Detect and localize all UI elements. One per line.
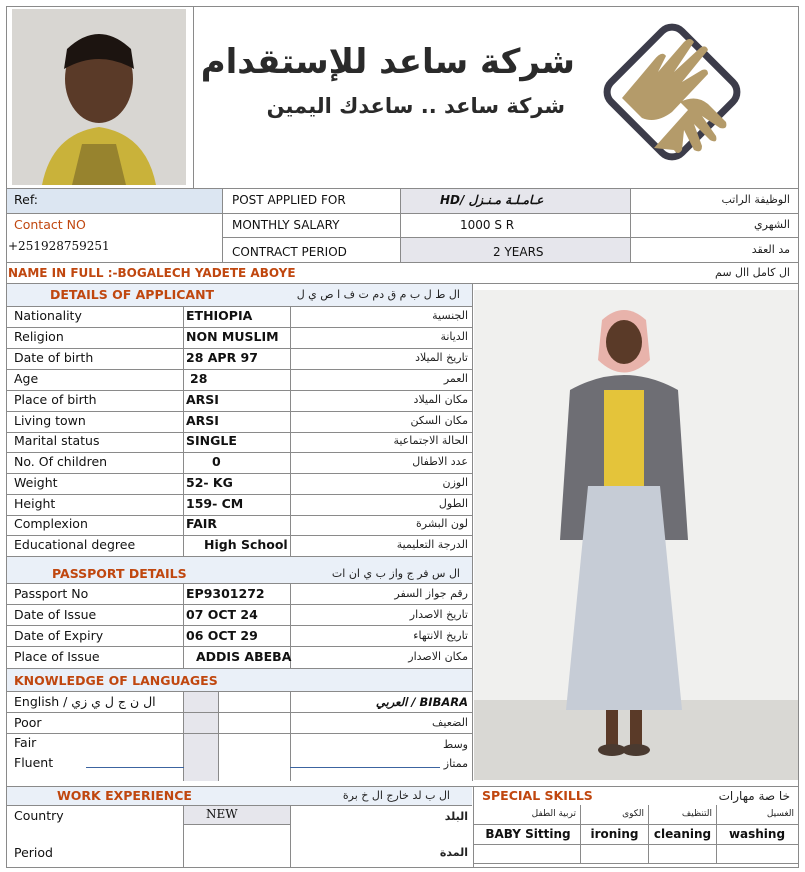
row-label: Marital status <box>14 433 100 448</box>
row-value: 07 OCT 24 <box>186 607 258 622</box>
skill-ironing: ironing <box>590 827 639 841</box>
period-label: Period <box>14 845 53 860</box>
row-value: 0 <box>212 454 221 469</box>
row-value: ADDIS ABEBA <box>196 649 292 664</box>
row-ar: لون البشرة <box>416 517 468 530</box>
post-ar: الوظيفة الراتب <box>721 193 790 206</box>
row-value: ARSI <box>186 413 219 428</box>
row-value: FAIR <box>186 516 218 531</box>
work-title-ar: ال ب لد خارج ال خ برة <box>342 789 450 802</box>
country-label: Country <box>14 808 64 823</box>
row-ar: الوزن <box>442 476 468 489</box>
row-value: High School <box>204 537 288 552</box>
applicant-title-ar: ال ط ل ب م ق دم ت ف ا ص ي ل <box>296 288 460 301</box>
skills-title: SPECIAL SKILLS <box>482 788 593 803</box>
row-value: 06 OCT 29 <box>186 628 258 643</box>
work-title: WORK EXPERIENCE <box>57 788 192 803</box>
row-label: Date of Issue <box>14 607 97 622</box>
row-label: Date of birth <box>14 350 94 365</box>
skill-washing: washing <box>728 827 786 841</box>
row-ar: تاريخ الاصدار <box>409 608 468 621</box>
skills-title-ar: خا صة مهارات <box>718 789 790 803</box>
row-ar: مكان السكن <box>410 414 468 427</box>
post-label: POST APPLIED FOR <box>232 193 346 207</box>
row-value: 52- KG <box>186 475 233 490</box>
helping-hands-logo-icon <box>592 20 752 170</box>
row-value: 28 <box>190 371 208 386</box>
arabic-label: العربي / BIBARA <box>375 695 468 709</box>
level-fair: Fair <box>14 735 37 750</box>
row-ar: رقم جواز السفر <box>394 587 468 600</box>
row-label: Place of Issue <box>14 649 100 664</box>
level-fluent: Fluent <box>14 755 54 770</box>
row-label: Religion <box>14 329 64 344</box>
row-value: SINGLE <box>186 433 237 448</box>
contract-ar: مد العقد <box>751 243 790 256</box>
full-name-ar: ال كامل اال سم <box>715 266 790 279</box>
row-ar: الدرجة التعليمية <box>396 538 468 551</box>
row-ar: الطول <box>438 497 468 510</box>
passport-title: PASSPORT DETAILS <box>52 566 187 581</box>
row-value: ARSI <box>186 392 219 407</box>
row-label: Nationality <box>14 308 82 323</box>
full-body-photo <box>474 290 798 780</box>
post-value: HD/ عـامـلـة مـنـزل <box>440 193 544 207</box>
row-value: 159- CM <box>186 496 244 511</box>
skill-washing-ar: الغسيل <box>766 809 794 819</box>
applicant-title: DETAILS OF APPLICANT <box>50 287 215 302</box>
row-ar: عدد الاطفال <box>412 455 468 468</box>
level-poor: Poor <box>14 715 42 730</box>
contact-label: Contact NO <box>14 217 86 232</box>
row-label: Height <box>14 496 56 511</box>
salary-label: MONTHLY SALARY <box>232 218 340 232</box>
country-value: NEW <box>206 807 238 821</box>
row-ar: الحالة الاجتماعية <box>393 434 468 447</box>
country-ar: البلد <box>444 810 468 823</box>
languages-title: KNOWLEDGE OF LANGUAGES <box>14 673 218 688</box>
period-ar: المدة <box>439 846 468 859</box>
row-label: Weight <box>14 475 58 490</box>
skill-baby-sitting: BABY Sitting <box>485 827 571 841</box>
skill-cleaning: cleaning <box>653 827 712 841</box>
company-name-ar: شركة ساعد للإستقدام <box>200 42 575 82</box>
skill-baby-ar: تربية الطفل <box>531 809 576 819</box>
row-ar: تاريخ الانتهاء <box>413 629 468 642</box>
level-fair-ar: وسط <box>443 738 468 751</box>
contract-value: 2 YEARS <box>493 245 544 259</box>
row-label: Place of birth <box>14 392 97 407</box>
row-ar: العمر <box>443 372 468 385</box>
phone-number: +251928759251 <box>8 239 110 253</box>
row-label: Age <box>14 371 39 386</box>
row-ar: الجنسية <box>432 309 468 322</box>
row-ar: الديانة <box>440 330 468 343</box>
row-ar: مكان الميلاد <box>413 393 468 406</box>
row-ar: مكان الاصدار <box>408 650 468 663</box>
skill-cleaning-ar: التنظيف <box>681 809 712 819</box>
level-poor-ar: الضعيف <box>432 716 468 729</box>
english-label: English / ال ن ج ل ي زي <box>14 694 156 709</box>
row-value: ETHIOPIA <box>186 308 253 323</box>
contract-label: CONTRACT PERIOD <box>232 245 347 259</box>
row-ar: تاريخ الميلاد <box>415 351 468 364</box>
full-name: NAME IN FULL :-BOGALECH YADETE ABOYE <box>8 266 296 280</box>
row-label: Date of Expiry <box>14 628 104 643</box>
passport-photo <box>12 9 186 185</box>
row-value: NON MUSLIM <box>186 329 279 344</box>
row-label: Living town <box>14 413 86 428</box>
row-label: Educational degree <box>14 537 136 552</box>
row-value: 28 APR 97 <box>186 350 258 365</box>
salary-ar: الشهري <box>754 218 790 231</box>
row-label: No. Of children <box>14 454 108 469</box>
passport-title-ar: ال س فر ج واز ب ي ان ات <box>331 567 460 580</box>
level-fluent-ar: ممتاز <box>443 757 468 770</box>
salary-value: 1000 S R <box>460 218 515 232</box>
company-slogan-ar: شركة ساعد .. ساعدك اليمين <box>266 94 565 118</box>
row-label: Complexion <box>14 516 88 531</box>
passport-number: EP9301272 <box>186 586 265 601</box>
row-label: Passport No <box>14 586 89 601</box>
ref-label: Ref: <box>14 192 38 207</box>
skill-ironing-ar: الكوى <box>622 809 644 819</box>
